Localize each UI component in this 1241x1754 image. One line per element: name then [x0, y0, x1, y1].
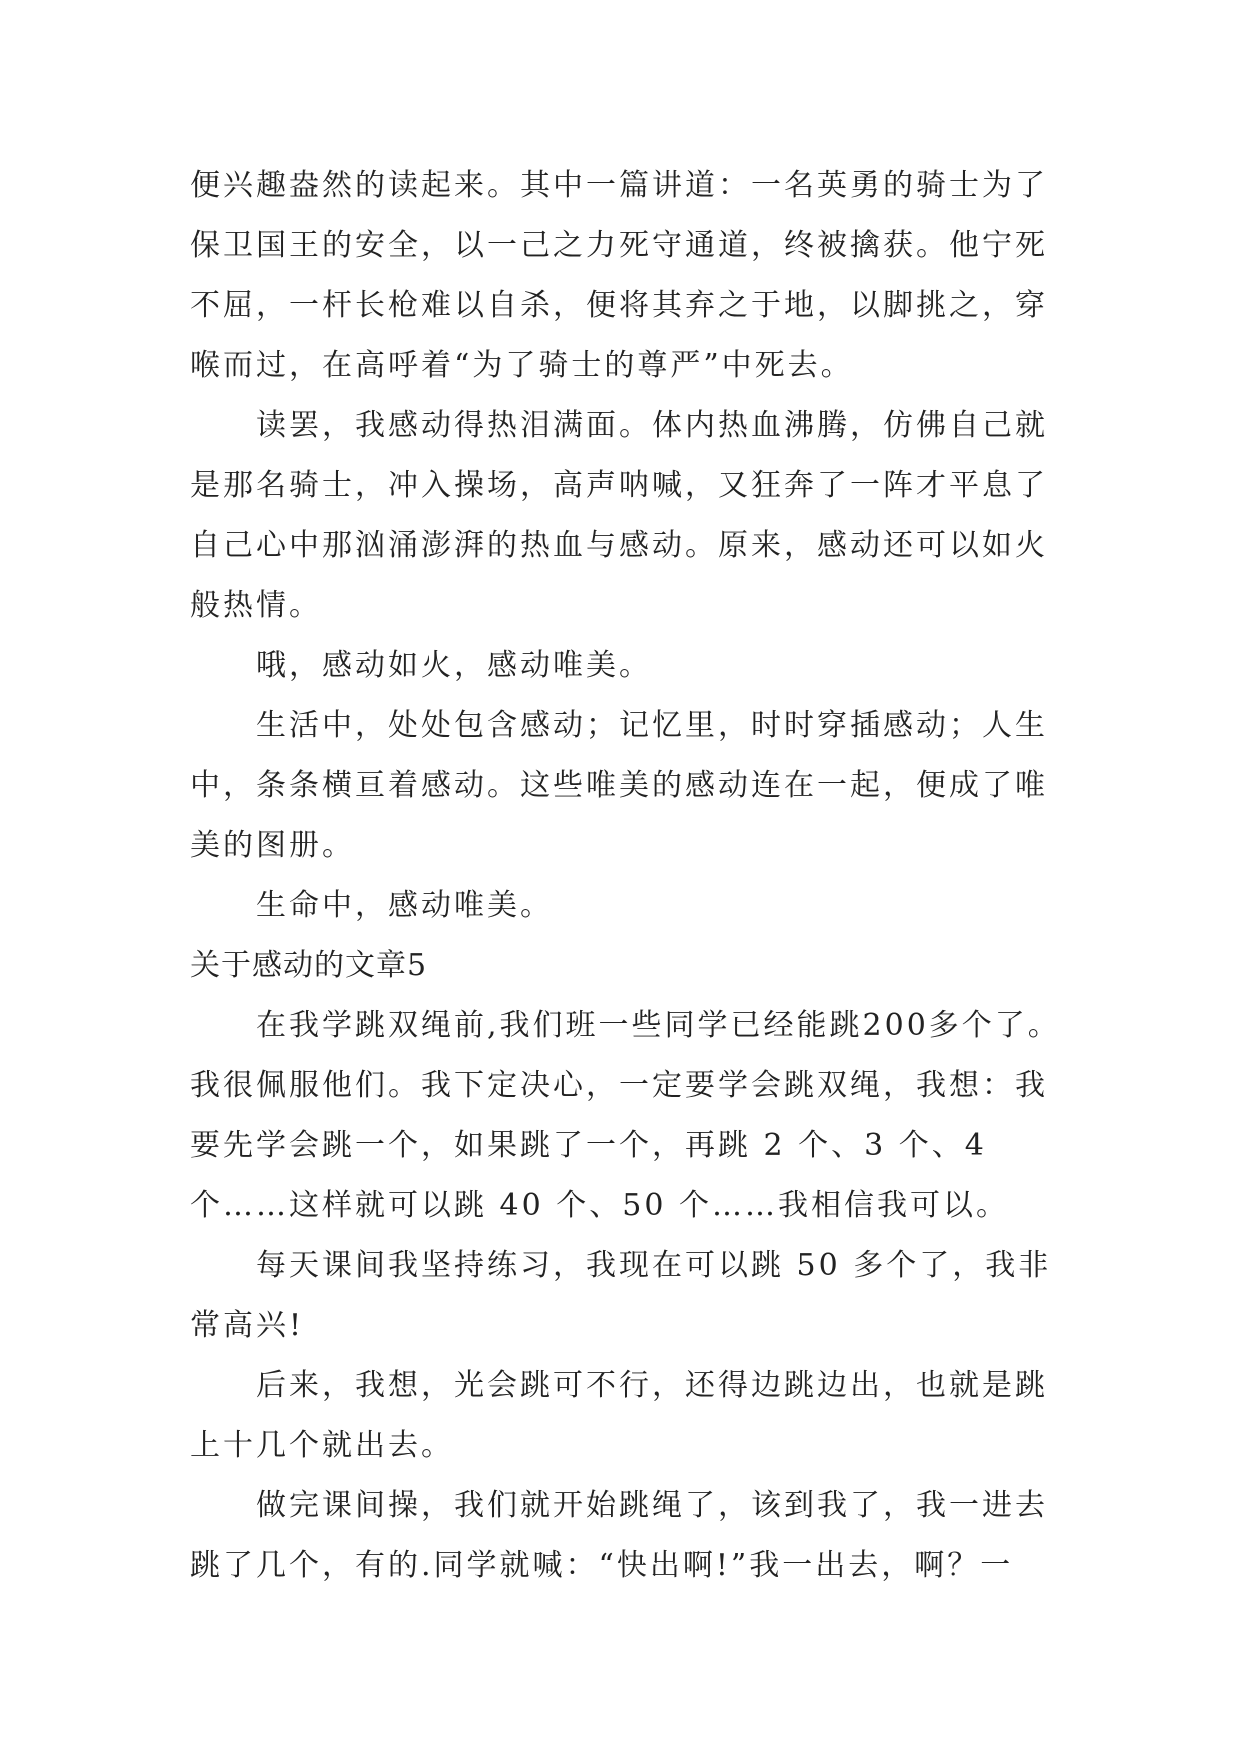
text-line: 生命中，感动唯美。 [256, 888, 553, 923]
text-line: 在我学跳双绳前,我们班一些同学已经能跳200多个了。 [256, 1008, 1061, 1043]
text-line: 便兴趣盎然的读起来。其中一篇讲道：一名英勇的骑士为了 [190, 168, 1048, 203]
text-line: 是那名骑士，冲入操场，高声呐喊，又狂奔了一阵才平息了 [190, 468, 1048, 503]
text-line: 个……这样就可以跳 40 个、50 个……我相信我可以。 [190, 1188, 1009, 1223]
paragraph [190, 396, 1060, 636]
paragraph [190, 1236, 1060, 1356]
paragraph [190, 876, 1060, 936]
text-line: 要先学会跳一个，如果跳了一个，再跳 2 个、3 个、4 [190, 1128, 987, 1163]
document-body [190, 156, 1060, 1596]
text-line: 中，条条横亘着感动。这些唯美的感动连在一起，便成了唯 [190, 768, 1048, 803]
text-line: 自己心中那汹涌澎湃的热血与感动。原来，感动还可以如火 [190, 528, 1048, 563]
paragraph [190, 996, 1060, 1236]
paragraph [190, 156, 1060, 396]
text-line: 上十几个就出去。 [190, 1428, 454, 1463]
text-line: 美的图册。 [190, 828, 355, 863]
text-line: 每天课间我坚持练习，我现在可以跳 50 多个了，我非 [256, 1248, 1052, 1283]
paragraph [190, 696, 1060, 876]
text-line: 生活中，处处包含感动；记忆里，时时穿插感动；人生 [256, 708, 1048, 743]
text-line: 读罢，我感动得热泪满面。体内热血沸腾，仿佛自己就 [256, 408, 1048, 443]
text-line: 般热情。 [190, 588, 322, 623]
text-line: 跳了几个，有的.同学就喊：“快出啊!”我一出去，啊？一 [190, 1548, 1014, 1583]
text-line: 哦，感动如火，感动唯美。 [256, 648, 652, 683]
text-line: 保卫国王的安全，以一己之力死守通道，终被擒获。他宁死 [190, 228, 1048, 263]
text-line: 常高兴! [190, 1308, 305, 1343]
section-heading: 关于感动的文章5 [190, 948, 428, 983]
text-line: 喉而过，在高呼着“为了骑士的尊严”中死去。 [190, 348, 854, 383]
text-line: 做完课间操，我们就开始跳绳了，该到我了，我一进去 [256, 1488, 1048, 1523]
paragraph [190, 1356, 1060, 1476]
paragraph [190, 636, 1060, 696]
text-line: 不屈，一杆长枪难以自杀，便将其弃之于地，以脚挑之，穿 [190, 288, 1048, 323]
text-line: 后来，我想，光会跳可不行，还得边跳边出，也就是跳 [256, 1368, 1048, 1403]
paragraph [190, 1476, 1060, 1596]
text-line: 我很佩服他们。我下定决心，一定要学会跳双绳，我想：我 [190, 1068, 1048, 1103]
